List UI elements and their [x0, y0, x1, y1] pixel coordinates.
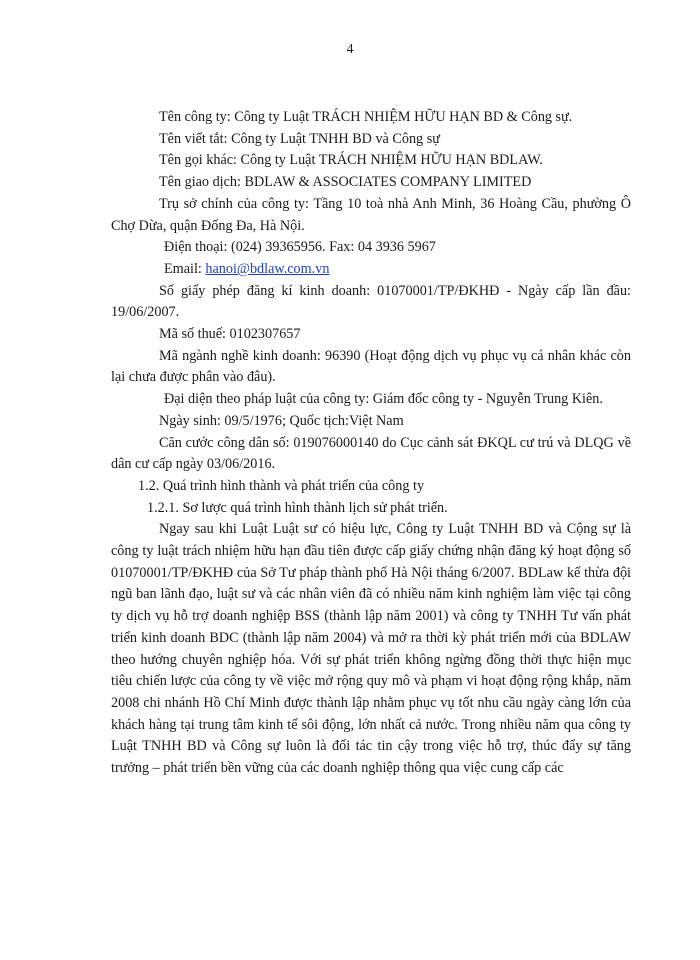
email-label: Email:: [164, 260, 206, 277]
company-phone: Điện thoại: (024) 39365956. Fax: 04 3936 5967: [164, 239, 436, 256]
section-heading: 1.2. Quá trình hình thành và phát triển của công ty: [138, 477, 425, 494]
birth-nationality: Ngày sinh: 09/5/1976; Quốc tịch:Việt Nam: [159, 412, 404, 429]
body-paragraph: Ngay sau khi Luật Luật sư có hiệu lực, Công ty Luật TNHH BD và Cộng sự là công ty luật trách nhiệm hữu hạn đầu tiên được cấp giấy chứng nhận đăng ký hoạt động số 01070001/TP/ĐKHĐ của Sở Tư pháp thành phố Hà Nội tháng 6/2007. BDLaw kế thừa đội ngũ ban lãnh đạo, luật sư và các nhân viên đã có nhiều năm kinh nghiệm làm việc tại công ty dịch vụ hỗ trợ doanh nghiệp BSS (thành lập năm 2001) và công ty TNHH Tư vấn phát triển kinh doanh BDC (thành lập năm 2004) và mở ra thời kỳ phát triển mới của BDLAW theo hướng chuyên nghiệp hóa. Với sự phát triển không ngừng đồng thời thực hiện mục tiêu chiến lược của công ty về việc mở rộng quy mô và phạm vi hoạt động rộng khắp, năm 2008 chi nhánh Hồ Chí Minh được thành lập nhằm phục vụ tốt nhu cầu ngày càng lớn của khách hàng tại trung tâm kinh tế sôi động, lớn nhất cả nước. Trong nhiều năm qua công ty Luật TNHH BD và Công sự luôn là đối tác tin cậy trong việc hỗ trợ, thúc đẩy sự tăng trưởng – phát triển bền vững của các doanh nghiệp thông qua việc cung cấp các: [111, 521, 631, 777]
company-trade-name: Tên giao dịch: BDLAW & ASSOCIATES COMPANY LIMITED: [159, 174, 532, 191]
document-body: [111, 107, 631, 780]
company-head-office: Trụ sở chính của công ty: Tầng 10 toà nhà Anh Minh, 36 Hoàng Cầu, phường Ô Chợ Dừa, quận Đống Đa, Hà Nội.: [111, 195, 631, 234]
business-license: Số giấy phép đăng kí kinh doanh: 01070001/TP/ĐKHĐ - Ngày cấp lần đầu: 19/06/2007.: [111, 282, 631, 321]
page-number: 4: [346, 42, 354, 57]
tax-code: Mã số thuế: 0102307657: [159, 326, 301, 343]
industry-code: Mã ngành nghề kinh doanh: 96390 (Hoạt động dịch vụ phục vụ cá nhân khác còn lại chưa được phân vào đâu).: [111, 347, 631, 386]
company-email-line: [111, 259, 631, 281]
company-other-name: Tên gọi khác: Công ty Luật TRÁCH NHIỆM HỮU HẠN BDLAW.: [159, 152, 543, 169]
company-short-name: Tên viết tắt: Công ty Luật TNHH BD và Công sự: [159, 130, 440, 147]
subsection-heading: 1.2.1. Sơ lược quá trình hình thành lịch sử phát triển.: [147, 499, 448, 516]
id-card: Căn cước công dân số: 019076000140 do Cục cảnh sát ĐKQL cư trú và DLQG về dân cư cấp ngày 03/06/2016.: [111, 434, 631, 473]
legal-representative: Đại diện theo pháp luật của công ty: Giám đốc công ty - Nguyễn Trung Kiên.: [164, 391, 603, 408]
email-link[interactable]: hanoi@bdlaw.com.vn: [205, 260, 330, 277]
company-name: Tên công ty: Công ty Luật TRÁCH NHIỆM HỮU HẠN BD & Công sự.: [159, 109, 573, 125]
